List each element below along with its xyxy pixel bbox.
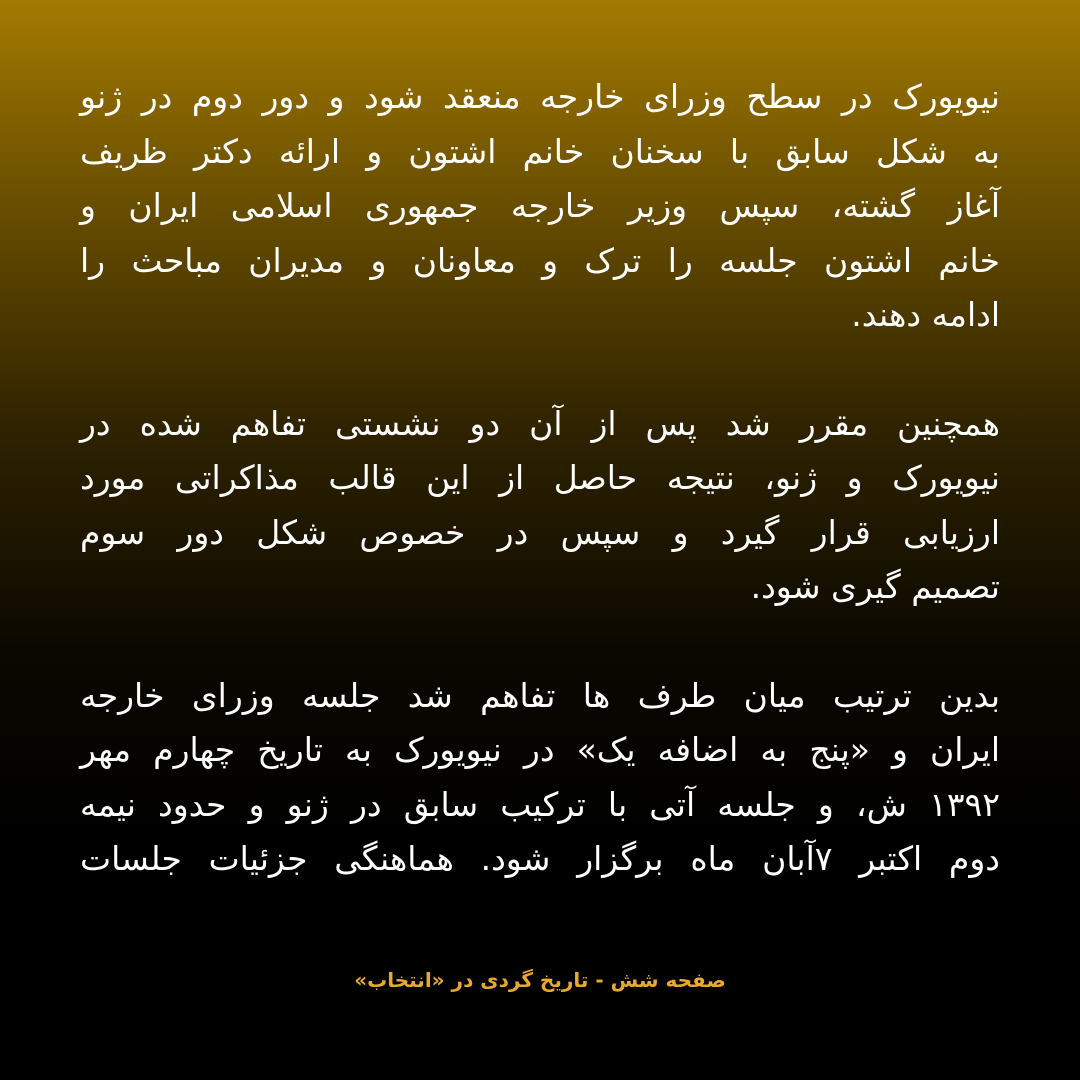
article-body (80, 70, 1000, 887)
text-line: ۱۳۹۲ ش، و جلسه آتی با ترکیب سابق در ژنو و حدود نیمه (80, 784, 1000, 824)
paragraph-2 (80, 397, 1000, 615)
text-line: تصمیم گیری شود. (750, 567, 1000, 606)
text-line: نیویورک در سطح وزرای خارجه منعقد شود و دور دوم در ژنو (80, 77, 1000, 116)
text-line: ایران و «پنج به اضافه یک» در نیویورک به تاریخ چهارم مهر (80, 730, 1000, 769)
paragraph-spacer (80, 343, 1000, 397)
text-line: به شکل سابق با سخنان خانم اشتون و ارائه دکتر ظریف (80, 131, 1000, 171)
text-line: دوم اکتبر ۷آبان ماه برگزار شود. هماهنگی جزئیات جلسات (80, 839, 1000, 878)
text-line: خانم اشتون جلسه را ترک و معاونان و مدیران مباحث را (80, 240, 1000, 280)
paragraph-3 (80, 669, 1000, 887)
paragraph-spacer (80, 615, 1000, 669)
text-line: آغاز گشته، سپس وزیر خارجه جمهوری اسلامی ایران و (80, 186, 1000, 225)
text-line: نیویورک و ژنو، نتیجه حاصل از این قالب مذاکراتی مورد (80, 458, 1000, 497)
text-line: بدین ترتیب میان طرف ها تفاهم شد جلسه وزرای خارجه (80, 675, 1000, 715)
text-line: ادامه دهند. (851, 295, 1000, 334)
text-line: ارزیابی قرار گیرد و سپس در خصوص شکل دور سوم (80, 512, 1000, 552)
paragraph-1 (80, 70, 1000, 343)
text-line: همچنین مقرر شد پس از آن دو نشستی تفاهم شده در (80, 403, 1000, 443)
page-footer: صفحه شش - تاریخ گردی در «انتخاب» (354, 968, 726, 992)
